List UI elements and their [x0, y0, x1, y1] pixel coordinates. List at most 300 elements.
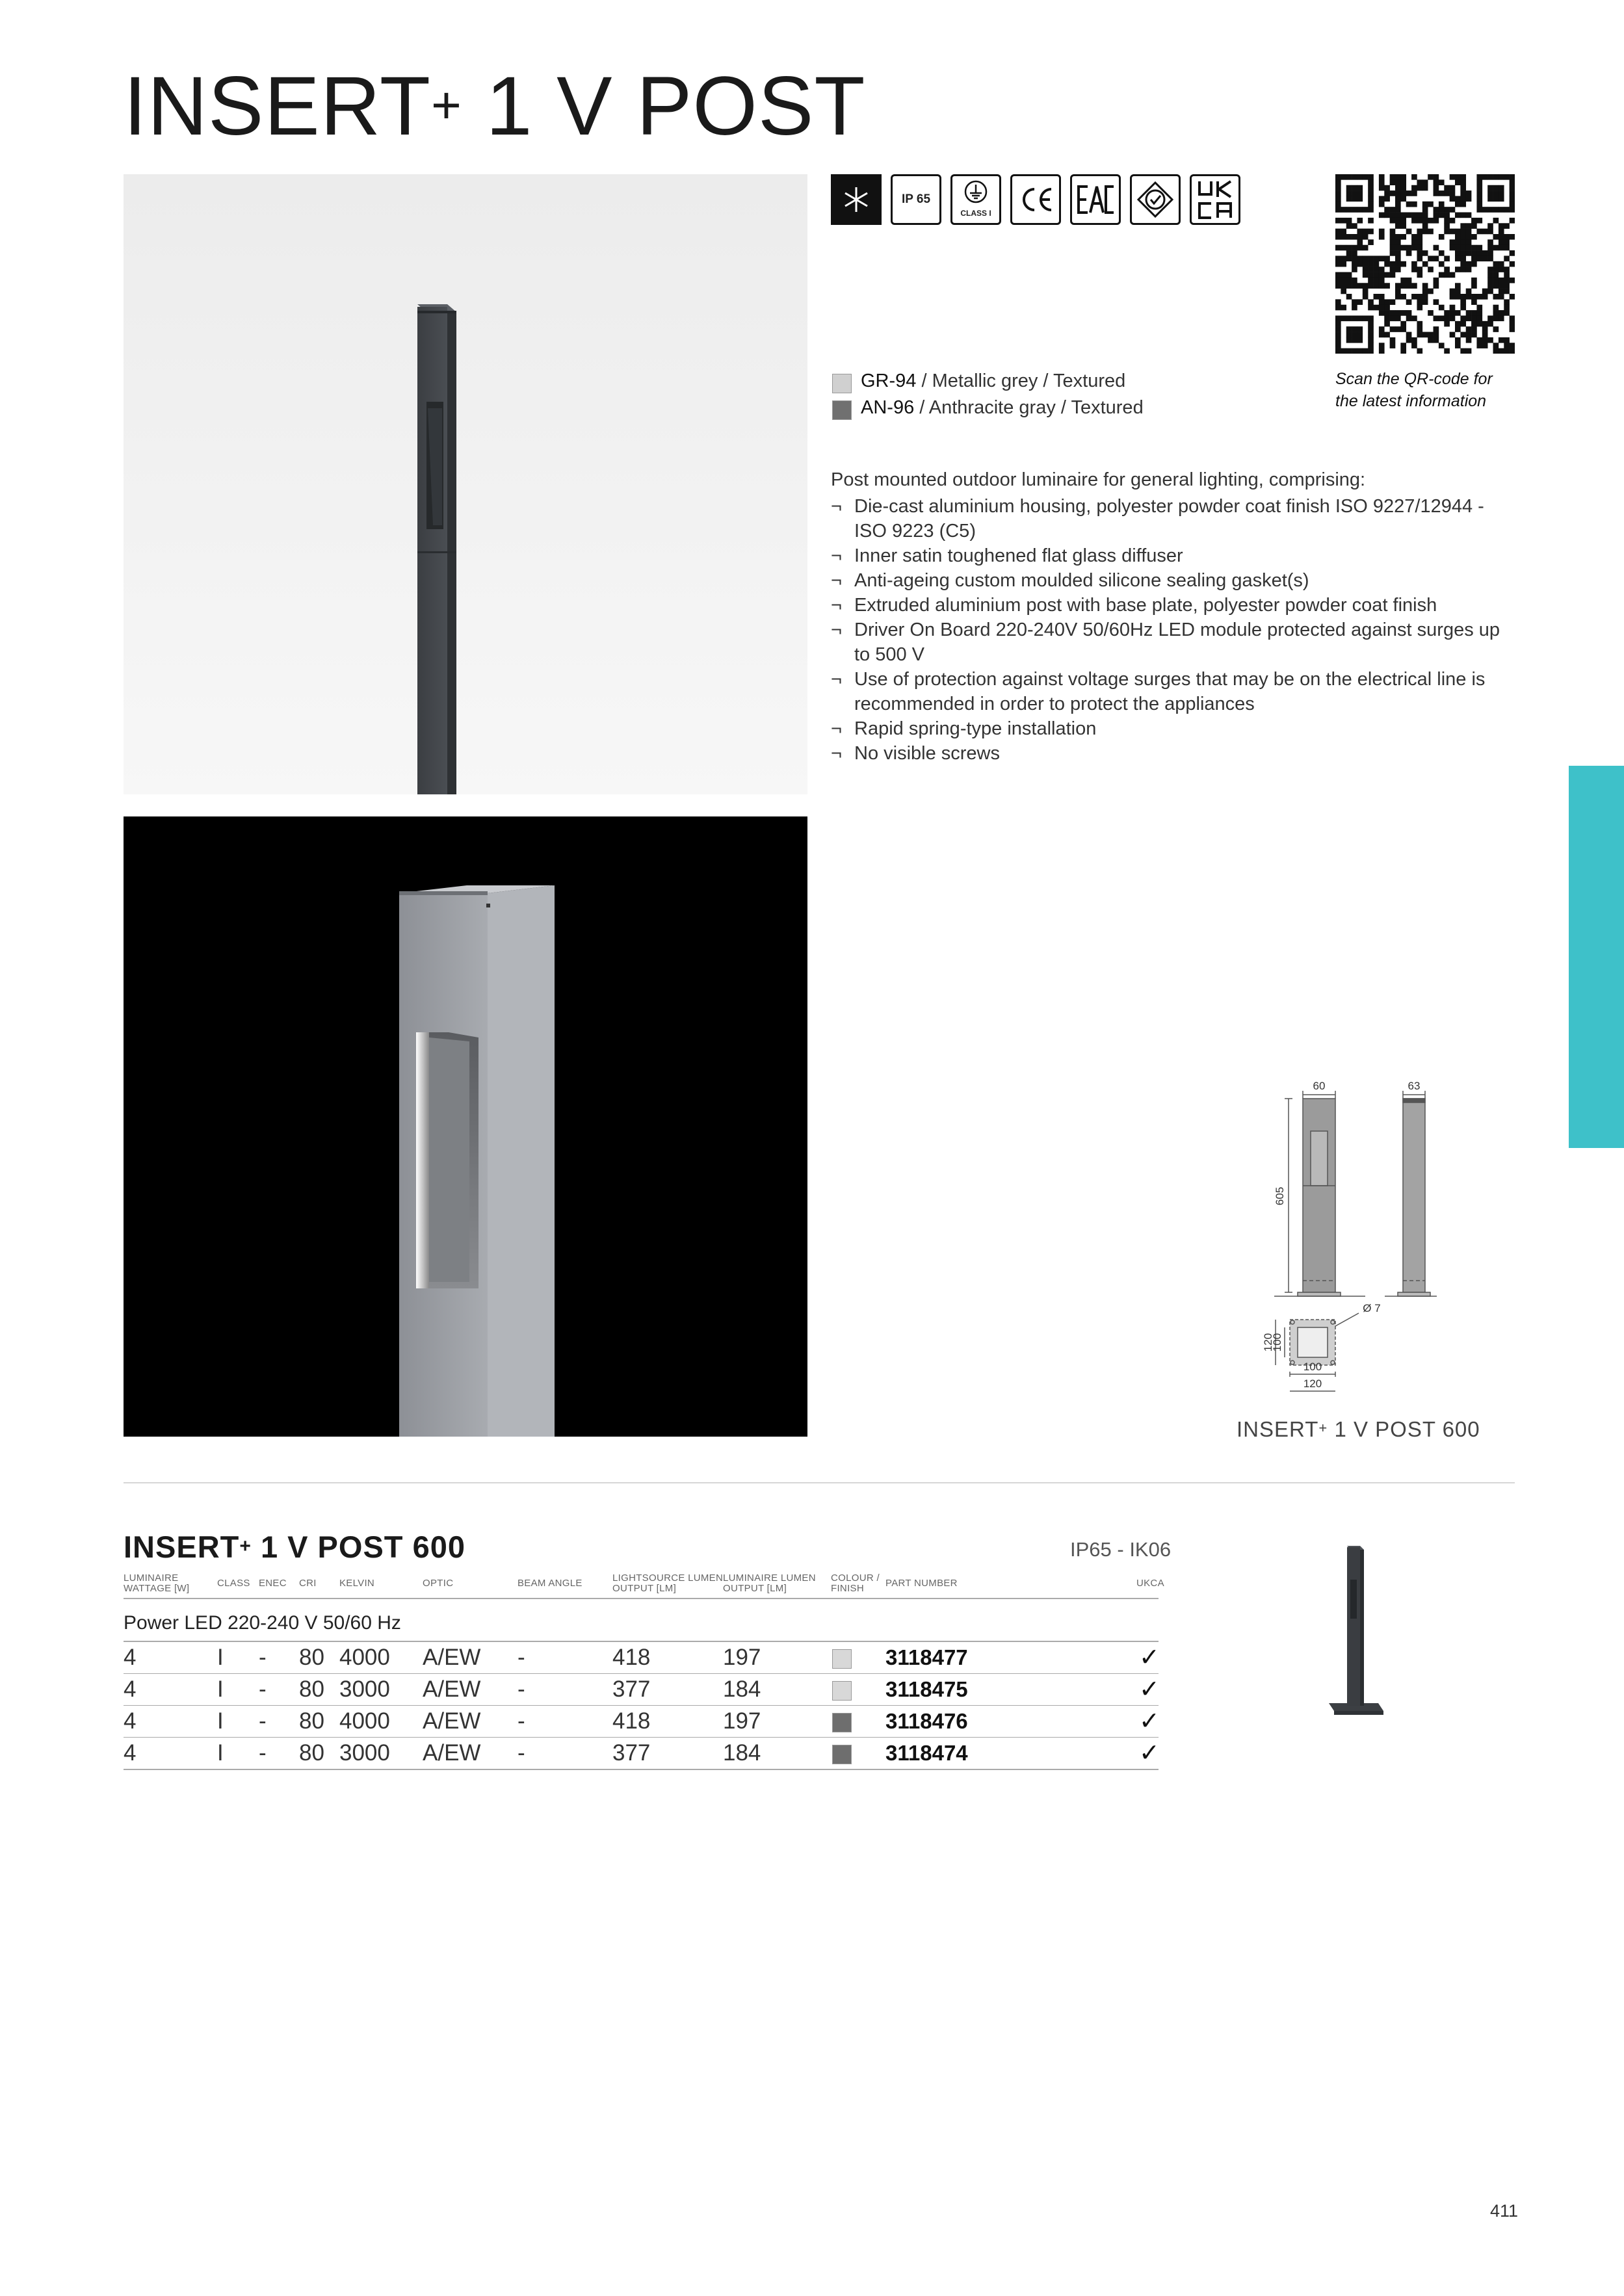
qr-module — [1466, 310, 1472, 316]
qr-module — [1379, 234, 1385, 240]
qr-module — [1417, 348, 1422, 354]
qr-module — [1357, 239, 1363, 245]
qr-module — [1422, 332, 1428, 338]
qr-module — [1466, 348, 1472, 354]
qr-module — [1504, 239, 1510, 245]
qr-caption: Scan the QR-code for the latest information — [1335, 370, 1493, 410]
qr-module — [1379, 326, 1385, 332]
qr-module — [1384, 283, 1390, 289]
qr-module — [1379, 202, 1385, 207]
qr-module — [1341, 218, 1346, 224]
qr-module — [1450, 315, 1456, 321]
qr-module — [1439, 261, 1445, 267]
qr-module — [1390, 299, 1396, 305]
dimension-drawing — [1235, 1066, 1469, 1404]
qr-module — [1400, 278, 1406, 283]
qr-module — [1379, 299, 1385, 305]
qr-module — [1476, 310, 1482, 316]
qr-module — [1395, 245, 1401, 251]
qr-module — [1395, 267, 1401, 272]
qr-module — [1466, 223, 1472, 229]
qr-module — [1400, 234, 1406, 240]
qr-module — [1352, 255, 1357, 261]
cell-wattage: 4 — [124, 1645, 137, 1670]
qr-module — [1379, 174, 1385, 180]
qr-module — [1346, 315, 1352, 321]
qr-module — [1417, 239, 1422, 245]
qr-module — [1460, 213, 1466, 218]
qr-module — [1487, 267, 1493, 272]
qr-module — [1335, 255, 1341, 261]
qr-module — [1363, 245, 1369, 251]
qr-module — [1411, 337, 1417, 343]
cell-ls-lumen: 418 — [612, 1708, 651, 1734]
table-row[interactable] — [0, 1674, 1624, 1705]
qr-module — [1352, 326, 1357, 332]
qr-module — [1417, 218, 1422, 224]
qr-module — [1335, 272, 1341, 278]
qr-module — [1335, 229, 1341, 235]
qr-module — [1384, 207, 1390, 213]
qr-module — [1466, 250, 1472, 256]
qr-module — [1460, 305, 1466, 311]
qr-module — [1363, 348, 1369, 354]
qr-module — [1363, 234, 1369, 240]
qr-module — [1482, 250, 1488, 256]
qr-module — [1422, 185, 1428, 191]
qr-module — [1395, 179, 1401, 185]
product-photo-dark — [124, 816, 807, 1437]
qr-module — [1455, 343, 1461, 348]
cell-part-number[interactable]: 3118474 — [885, 1741, 968, 1765]
qr-module — [1357, 185, 1363, 191]
qr-module — [1466, 326, 1472, 332]
qr-module — [1357, 326, 1363, 332]
qr-module — [1411, 239, 1417, 245]
qr-module — [1363, 255, 1369, 261]
cell-part-number[interactable]: 3118476 — [885, 1709, 968, 1733]
qr-module — [1487, 283, 1493, 289]
col-header-optic: OPTIC — [423, 1578, 454, 1589]
qr-module — [1499, 229, 1504, 235]
qr-module — [1368, 185, 1374, 191]
qr-code[interactable] — [1335, 174, 1515, 354]
qr-module — [1346, 283, 1352, 289]
qr-module — [1510, 278, 1515, 283]
qr-module — [1450, 239, 1456, 245]
qr-module — [1493, 283, 1499, 289]
qr-module — [1346, 190, 1352, 196]
qr-module — [1504, 207, 1510, 213]
qr-module — [1450, 185, 1456, 191]
qr-module — [1422, 294, 1428, 300]
qr-module — [1450, 310, 1456, 316]
cell-kelvin: 3000 — [339, 1740, 390, 1766]
qr-module — [1417, 267, 1422, 272]
qr-module — [1363, 261, 1369, 267]
qr-module — [1510, 196, 1515, 202]
qr-module — [1466, 261, 1472, 267]
cell-part-number[interactable]: 3118475 — [885, 1677, 968, 1701]
qr-module — [1379, 348, 1385, 354]
qr-module — [1422, 213, 1428, 218]
qr-module — [1482, 332, 1488, 338]
qr-module — [1476, 315, 1482, 321]
qr-module — [1390, 267, 1396, 272]
qr-module — [1493, 294, 1499, 300]
col-header-enec: ENEC — [259, 1578, 287, 1589]
qr-module — [1390, 213, 1396, 218]
qr-module — [1395, 213, 1401, 218]
qr-module — [1417, 332, 1422, 338]
qr-module — [1434, 179, 1439, 185]
qr-module — [1476, 305, 1482, 311]
qr-module — [1395, 218, 1401, 224]
qr-module — [1374, 272, 1380, 278]
qr-module — [1471, 245, 1477, 251]
qr-module — [1455, 234, 1461, 240]
qr-module — [1390, 190, 1396, 196]
qr-module — [1374, 255, 1380, 261]
qr-module — [1493, 278, 1499, 283]
qr-module — [1363, 315, 1369, 321]
qr-module — [1400, 343, 1406, 348]
qr-module — [1434, 185, 1439, 191]
qr-module — [1352, 245, 1357, 251]
qr-module — [1335, 218, 1341, 224]
cell-colour-swatch — [832, 1649, 852, 1669]
qr-module — [1499, 267, 1504, 272]
qr-module — [1504, 310, 1510, 316]
qr-module — [1352, 261, 1357, 267]
qr-module — [1504, 245, 1510, 251]
table-row[interactable] — [0, 1706, 1624, 1737]
qr-module — [1455, 326, 1461, 332]
qr-module — [1395, 255, 1401, 261]
qr-module — [1384, 185, 1390, 191]
qr-module — [1335, 179, 1341, 185]
qr-module — [1406, 332, 1412, 338]
qr-module — [1471, 223, 1477, 229]
dim-base-inner-v: 100 — [1271, 1333, 1283, 1352]
qr-module — [1368, 337, 1374, 343]
qr-module — [1379, 255, 1385, 261]
cell-kelvin: 3000 — [339, 1676, 390, 1702]
qr-module — [1352, 283, 1357, 289]
qr-module — [1504, 174, 1510, 180]
qr-module — [1357, 283, 1363, 289]
qr-module — [1476, 179, 1482, 185]
qr-module — [1434, 213, 1439, 218]
qr-module — [1335, 174, 1341, 180]
qr-module — [1346, 255, 1352, 261]
qr-module — [1466, 190, 1472, 196]
cell-wattage: 4 — [124, 1740, 137, 1766]
qr-module — [1346, 245, 1352, 251]
qr-module — [1504, 305, 1510, 311]
qr-module — [1379, 179, 1385, 185]
qr-module — [1466, 315, 1472, 321]
qr-module — [1411, 283, 1417, 289]
qr-module — [1411, 174, 1417, 180]
qr-module — [1341, 272, 1346, 278]
description-bullet: ¬ Driver On Board 220-240V 50/60Hz LED module protected against surges up to 500 V — [831, 620, 1500, 665]
qr-module — [1434, 207, 1439, 213]
qr-module — [1411, 185, 1417, 191]
qr-module — [1504, 255, 1510, 261]
qr-module — [1390, 174, 1396, 180]
qr-module — [1487, 337, 1493, 343]
qr-module — [1411, 315, 1417, 321]
dim-base-outer-v: 120 — [1262, 1333, 1274, 1352]
qr-module — [1357, 315, 1363, 321]
qr-module — [1487, 229, 1493, 235]
qr-module — [1476, 190, 1482, 196]
qr-module — [1471, 261, 1477, 267]
qr-module — [1428, 255, 1434, 261]
qr-module — [1357, 255, 1363, 261]
qr-module — [1346, 278, 1352, 283]
description-bullet: ¬ Anti-ageing custom moulded silicone sealing gasket(s) — [831, 570, 1309, 591]
qr-module — [1395, 196, 1401, 202]
qr-module — [1487, 185, 1493, 191]
qr-module — [1493, 326, 1499, 332]
qr-module — [1444, 207, 1450, 213]
qr-module — [1335, 337, 1341, 343]
qr-module — [1434, 315, 1439, 321]
qr-code-image — [1335, 174, 1515, 354]
qr-module — [1422, 207, 1428, 213]
qr-module — [1368, 174, 1374, 180]
qr-module — [1444, 267, 1450, 272]
qr-module — [1510, 234, 1515, 240]
qr-module — [1510, 174, 1515, 180]
qr-module — [1499, 174, 1504, 180]
description-bullet: ¬ Die-cast aluminium housing, polyester powder coat finish ISO 9227/12944 - ISO 9223 (C5) — [831, 496, 1484, 541]
qr-module — [1417, 272, 1422, 278]
qr-module — [1390, 343, 1396, 348]
qr-module — [1352, 337, 1357, 343]
qr-module — [1455, 239, 1461, 245]
qr-module — [1357, 207, 1363, 213]
qr-module — [1460, 223, 1466, 229]
finish-gr94: GR-94 / Metallic grey / Textured — [861, 371, 1126, 391]
qr-module — [1368, 278, 1374, 283]
qr-module — [1335, 261, 1341, 267]
qr-module — [1352, 190, 1357, 196]
eac-mark-icon — [1070, 174, 1121, 225]
qr-module — [1439, 343, 1445, 348]
qr-module — [1504, 299, 1510, 305]
qr-module — [1444, 321, 1450, 327]
qr-module — [1417, 213, 1422, 218]
qr-module — [1363, 283, 1369, 289]
qr-module — [1357, 245, 1363, 251]
qr-module — [1434, 255, 1439, 261]
qr-module — [1368, 272, 1374, 278]
qr-module — [1384, 299, 1390, 305]
cell-part-number[interactable]: 3118477 — [885, 1645, 968, 1669]
qr-module — [1352, 315, 1357, 321]
qr-module — [1368, 332, 1374, 338]
qr-module — [1390, 272, 1396, 278]
qr-module — [1471, 294, 1477, 300]
qr-module — [1444, 348, 1450, 354]
cell-cri: 80 — [299, 1645, 324, 1670]
cell-enec: - — [259, 1740, 267, 1766]
qr-module — [1384, 261, 1390, 267]
qr-module — [1493, 207, 1499, 213]
qr-module — [1346, 223, 1352, 229]
qr-module — [1510, 261, 1515, 267]
qr-module — [1411, 234, 1417, 240]
qr-module — [1368, 207, 1374, 213]
col-header-class: CLASS — [217, 1578, 250, 1589]
qr-module — [1499, 239, 1504, 245]
table-row[interactable] — [0, 1738, 1624, 1769]
qr-module — [1510, 207, 1515, 213]
cell-enec: - — [259, 1676, 267, 1702]
qr-module — [1510, 321, 1515, 327]
qr-module — [1439, 234, 1445, 240]
qr-module — [1455, 174, 1461, 180]
qr-module — [1476, 218, 1482, 224]
qr-module — [1460, 332, 1466, 338]
finish-swatch-gr94 — [832, 374, 852, 393]
qr-module — [1406, 202, 1412, 207]
qr-module — [1466, 196, 1472, 202]
qr-module — [1460, 245, 1466, 251]
qr-module — [1335, 326, 1341, 332]
cell-colour-swatch — [832, 1713, 852, 1732]
qr-module — [1357, 234, 1363, 240]
qr-module — [1341, 278, 1346, 283]
qr-module — [1460, 315, 1466, 321]
qr-module — [1417, 229, 1422, 235]
qr-module — [1341, 283, 1346, 289]
qr-module — [1395, 190, 1401, 196]
qr-module — [1466, 332, 1472, 338]
table-row[interactable] — [0, 1642, 1624, 1673]
qr-module — [1444, 223, 1450, 229]
qr-module — [1471, 234, 1477, 240]
qr-module — [1374, 261, 1380, 267]
qr-module — [1363, 207, 1369, 213]
cell-class: I — [217, 1676, 224, 1702]
qr-module — [1487, 223, 1493, 229]
qr-module — [1466, 234, 1472, 240]
qr-module — [1444, 213, 1450, 218]
qr-module — [1499, 315, 1504, 321]
qr-module — [1510, 348, 1515, 354]
col-header-beam-angle: BEAM ANGLE — [517, 1578, 583, 1589]
qr-module — [1471, 250, 1477, 256]
qr-module — [1422, 218, 1428, 224]
qr-module — [1493, 343, 1499, 348]
qr-module — [1400, 218, 1406, 224]
qr-module — [1352, 223, 1357, 229]
qr-module — [1374, 267, 1380, 272]
qr-module — [1352, 234, 1357, 240]
qr-module — [1341, 234, 1346, 240]
qr-module — [1335, 207, 1341, 213]
qr-module — [1422, 229, 1428, 235]
qr-module — [1455, 283, 1461, 289]
qr-module — [1390, 229, 1396, 235]
qr-module — [1357, 332, 1363, 338]
finish-swatch-an96 — [832, 400, 852, 420]
technical-drawing — [1235, 1066, 1469, 1404]
qr-module — [1428, 174, 1434, 180]
qr-module — [1428, 218, 1434, 224]
qr-module — [1422, 289, 1428, 294]
qr-module — [1504, 348, 1510, 354]
qr-module — [1357, 218, 1363, 224]
qr-module — [1455, 213, 1461, 218]
qr-module — [1493, 348, 1499, 354]
section-side-tab — [1569, 766, 1624, 1148]
qr-module — [1395, 250, 1401, 256]
qr-module — [1460, 185, 1466, 191]
qr-module — [1384, 305, 1390, 311]
page-title: INSERT+ 1 V POST — [124, 60, 866, 153]
qr-module — [1368, 315, 1374, 321]
qr-module — [1400, 196, 1406, 202]
qr-module — [1422, 202, 1428, 207]
qr-module — [1417, 294, 1422, 300]
qr-module — [1395, 283, 1401, 289]
qr-module — [1379, 229, 1385, 235]
cell-kelvin: 4000 — [339, 1708, 390, 1734]
qr-module — [1390, 207, 1396, 213]
qr-module — [1352, 250, 1357, 256]
qr-module — [1352, 332, 1357, 338]
table-header-rule — [124, 1598, 1159, 1599]
description-bullet: ¬ Inner satin toughened flat glass diffuser — [831, 545, 1183, 566]
post-on-light-background-image — [124, 174, 807, 794]
col-header-ukca: UKCA — [1136, 1578, 1164, 1589]
qr-module — [1357, 229, 1363, 235]
led-icon — [831, 174, 882, 225]
qr-module — [1510, 190, 1515, 196]
qr-module — [1493, 261, 1499, 267]
qr-module — [1499, 196, 1504, 202]
qr-module — [1417, 250, 1422, 256]
cell-cri: 80 — [299, 1676, 324, 1702]
qr-module — [1460, 299, 1466, 305]
qr-module — [1455, 250, 1461, 256]
qr-module — [1460, 179, 1466, 185]
qr-module — [1335, 299, 1341, 305]
qr-module — [1499, 289, 1504, 294]
cell-wattage: 4 — [124, 1708, 137, 1734]
qr-module — [1493, 272, 1499, 278]
qr-module — [1400, 261, 1406, 267]
cell-optic: A/EW — [423, 1708, 481, 1734]
qr-module — [1346, 218, 1352, 224]
qr-module — [1400, 190, 1406, 196]
qr-module — [1368, 239, 1374, 245]
check-icon: ✓ — [1139, 1708, 1160, 1735]
col-header-cri: CRI — [299, 1578, 317, 1589]
qr-module — [1400, 213, 1406, 218]
qr-module — [1335, 185, 1341, 191]
qr-module — [1368, 321, 1374, 327]
qr-module — [1504, 223, 1510, 229]
qr-module — [1493, 185, 1499, 191]
cell-colour-swatch — [832, 1681, 852, 1701]
qr-module — [1476, 343, 1482, 348]
